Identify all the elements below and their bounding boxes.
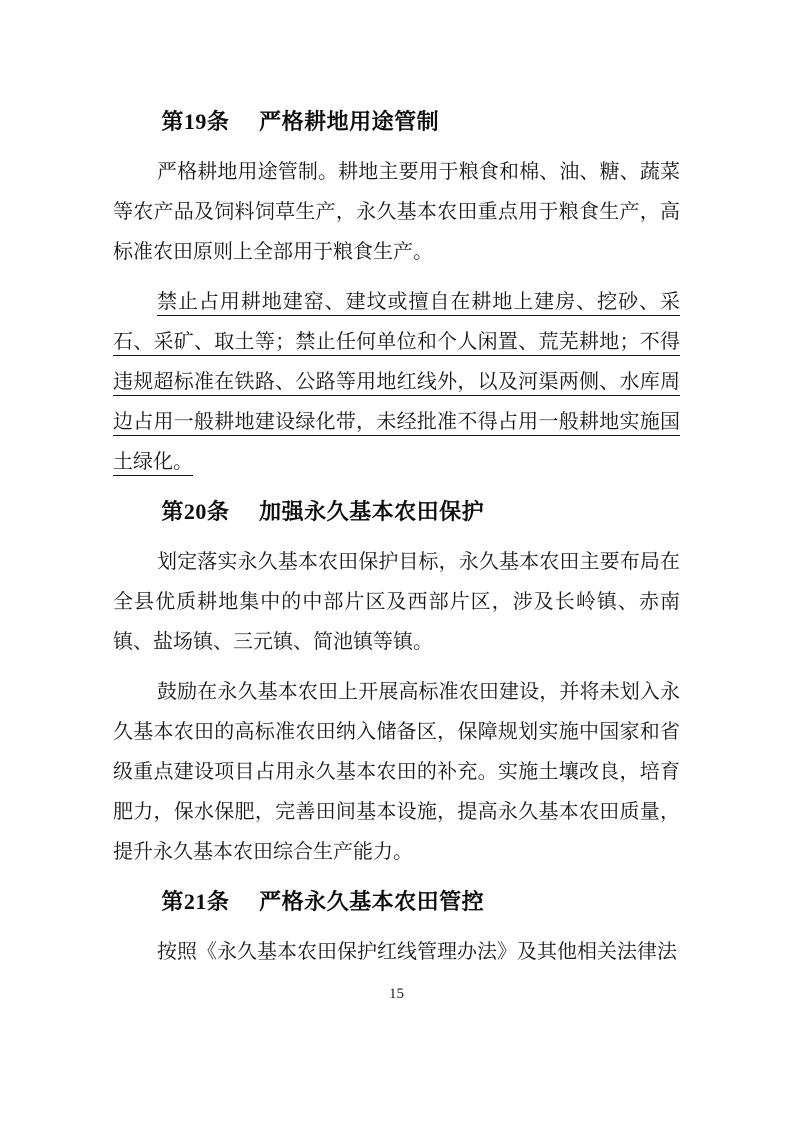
article-heading	[113, 102, 680, 142]
article-paragraph: 划定落实永久基本农田保护目标，永久基本农田主要布局在全县优质耕地集中的中部片区及西部片区，涉及长岭镇、赤南镇、盐场镇、三元镇、简池镇等镇。	[113, 551, 680, 653]
article-paragraph-underlined: 禁止占用耕地建窑、建坟或擅自在耕地上建房、挖砂、采石、采矿、取土等；禁止任何单位和个人闲置、荒芜耕地；不得违规超标准在铁路、公路等用地红线外，以及河渠两侧、水库周边占用一般耕地建设绿化带，未经批准不得占用一般耕地实施国土绿化。	[113, 291, 680, 473]
article-heading	[113, 492, 680, 532]
article-title: 加强永久基本农田保护	[259, 499, 485, 524]
article-paragraph: 按照《永久基本农田保护红线管理办法》及其他相关法律法	[157, 941, 677, 963]
article-title: 严格耕地用途管制	[259, 109, 440, 134]
article-title: 严格永久基本农田管控	[259, 889, 485, 914]
article-number: 第21条	[161, 889, 230, 914]
article-paragraph: 严格耕地用途管制。耕地主要用于粮食和棉、油、糖、蔬菜等农产品及饲料饲草生产，永久基本农田重点用于粮食生产，高标准农田原则上全部用于粮食生产。	[113, 161, 680, 263]
article-paragraph: 鼓励在永久基本农田上开展高标准农田建设，并将未划入永久基本农田的高标准农田纳入储备区，保障规划实施中国家和省级重点建设项目占用永久基本农田的补充。实施土壤改良，培育肥力，保水保肥，完善田间基本设施，提高永久基本农田质量，提升永久基本农田综合生产能力。	[113, 681, 680, 863]
page-number: 15	[389, 986, 404, 1002]
article-heading	[113, 882, 680, 922]
article-number: 第20条	[161, 499, 230, 524]
article-number: 第19条	[161, 109, 230, 134]
